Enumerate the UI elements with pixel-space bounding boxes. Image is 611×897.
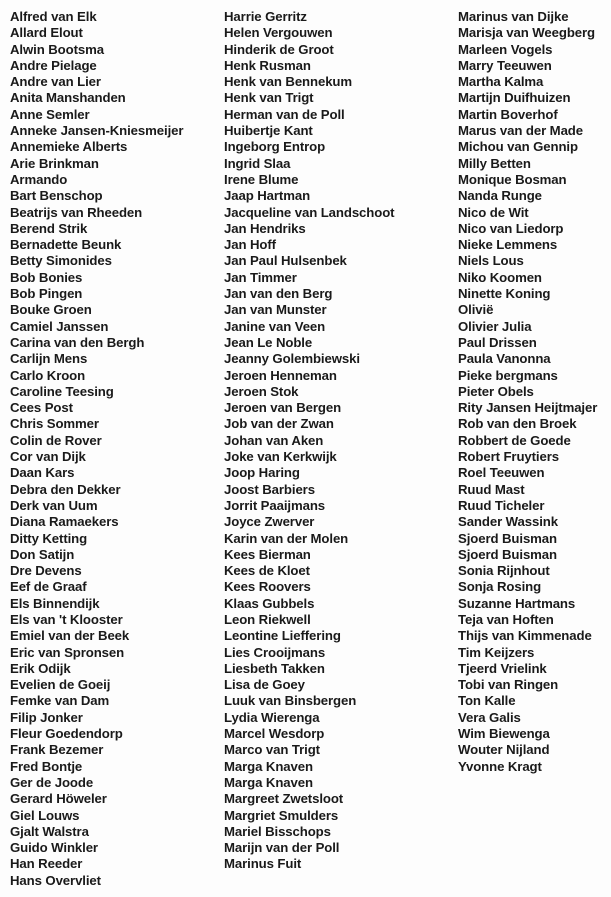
name-entry: Caroline Teesing [10, 383, 114, 399]
name-entry: Annemieke Alberts [10, 139, 128, 155]
name-entry: Jeroen Henneman [224, 367, 337, 383]
name-entry: Han Reeder [10, 856, 83, 872]
name-entry: Ruud Mast [458, 481, 525, 497]
name-column-1 [10, 9, 183, 889]
name-entry: Don Satijn [10, 546, 75, 562]
name-entry: Carlo Kroon [10, 367, 86, 383]
name-entry: Jan Hoff [224, 237, 276, 253]
name-entry: Janine van Veen [224, 318, 326, 334]
name-entry: Cees Post [10, 400, 73, 416]
name-entry: Helen Vergouwen [224, 25, 333, 41]
name-entry: Beatrijs van Rheeden [10, 204, 143, 220]
name-entry: Jeroen van Bergen [224, 400, 342, 416]
name-entry: Nico van Liedorp [458, 220, 564, 236]
name-entry: Dre Devens [10, 563, 82, 579]
name-entry: Job van der Zwan [224, 416, 334, 432]
name-entry: Liesbeth Takken [224, 660, 325, 676]
name-entry: Robert Fruytiers [458, 449, 559, 465]
name-entry: Jeroen Stok [224, 383, 299, 399]
name-entry: Allard Elout [10, 25, 83, 41]
name-entry: Nico de Wit [458, 204, 529, 220]
name-entry: Fleur Goedendorp [10, 726, 123, 742]
name-column-3 [458, 9, 597, 775]
name-entry: Marijn van der Poll [224, 840, 340, 856]
name-entry: Nieke Lemmens [458, 237, 558, 253]
name-entry: Ingeborg Entrop [224, 139, 326, 155]
name-entry: Joop Haring [224, 465, 300, 481]
name-entry: Carlijn Mens [10, 351, 88, 367]
name-entry: Eric van Spronsen [10, 644, 125, 660]
name-entry: Alfred van Elk [10, 9, 97, 24]
name-entry: Mariel Bisschops [224, 823, 331, 839]
name-entry: Tobi van Ringen [458, 677, 559, 693]
name-entry: Marco van Trigt [224, 742, 320, 758]
name-entry: Sonja Rosing [458, 579, 542, 595]
name-entry: Ger de Joode [10, 774, 94, 790]
name-entry: Jan van den Berg [224, 286, 333, 302]
name-entry: Leon Riekwell [224, 611, 311, 627]
name-entry: Bob Bonies [10, 269, 83, 285]
name-entry: Frank Bezemer [10, 742, 104, 758]
name-entry: Sonia Rijnhout [458, 563, 550, 579]
name-column-2 [224, 9, 394, 873]
name-entry: Diana Ramaekers [10, 514, 119, 530]
name-entry: Robbert de Goede [458, 432, 571, 448]
name-entry: Marleen Vogels [458, 41, 553, 57]
name-entry: Marinus van Dijke [458, 9, 569, 24]
name-entry: Henk Rusman [224, 57, 311, 73]
name-entry: Giel Louws [10, 807, 80, 823]
name-entry: Carina van den Bergh [10, 334, 145, 350]
name-entry: Bouke Groen [10, 302, 92, 318]
name-entry: Rity Jansen Heijtmajer [458, 400, 598, 416]
name-entry: Roel Teeuwen [458, 465, 545, 481]
name-entry: Jan van Munster [224, 302, 327, 318]
name-entry: Pieter Obels [458, 383, 534, 399]
name-entry: Jorrit Paaijmans [224, 497, 326, 513]
name-entry: Joyce Zwerver [224, 514, 315, 530]
name-entry: Chris Sommer [10, 416, 99, 432]
name-entry: Lies Crooijmans [224, 644, 326, 660]
name-entry: Yvonne Kragt [458, 758, 542, 774]
name-entry: Joost Barbiers [224, 481, 315, 497]
name-entry: Irene Blume [224, 171, 299, 187]
name-entry: Jacqueline van Landschoot [224, 204, 395, 220]
name-entry: Martin Boverhof [458, 106, 558, 122]
name-entry: Cor van Dijk [10, 449, 86, 465]
name-entry: Jan Hendriks [224, 220, 306, 236]
name-entry: Jean Le Noble [224, 334, 313, 350]
name-entry: Derk van Uum [10, 497, 98, 513]
name-entry: Jaap Hartman [224, 188, 311, 204]
name-entry: Lisa de Goey [224, 677, 305, 693]
name-entry: Michou van Gennip [458, 139, 578, 155]
name-entry: Anneke Jansen-Kniesmeijer [10, 123, 184, 139]
name-entry: Debra den Dekker [10, 481, 121, 497]
name-entry: Camiel Janssen [10, 318, 109, 334]
name-entry: Henk van Trigt [224, 90, 314, 106]
name-entry: Berend Strik [10, 220, 88, 236]
name-entry: Marinus Fuit [224, 856, 302, 872]
name-entry: Sander Wassink [458, 514, 558, 530]
name-entry: Ditty Ketting [10, 530, 88, 546]
name-entry: Martha Kalma [458, 74, 544, 90]
name-entry: Bob Pingen [10, 286, 83, 302]
name-entry: Armando [10, 171, 68, 187]
name-entry: Andre van Lier [10, 74, 101, 90]
name-entry: Pieke bergmans [458, 367, 558, 383]
name-entry: Harrie Gerritz [224, 9, 307, 24]
name-entry: Jan Paul Hulsenbek [224, 253, 347, 269]
name-entry: Betty Simonides [10, 253, 112, 269]
name-entry: Niko Koomen [458, 269, 542, 285]
name-entry: Guido Winkler [10, 840, 98, 856]
name-entry: Klaas Gubbels [224, 595, 315, 611]
name-entry: Olivië [458, 302, 494, 318]
name-entry: Sjoerd Buisman [458, 546, 557, 562]
name-entry: Joke van Kerkwijk [224, 449, 337, 465]
name-entry: Daan Kars [10, 465, 75, 481]
name-entry: Leontine Lieffering [224, 628, 341, 644]
name-entry: Karin van der Molen [224, 530, 349, 546]
name-entry: Gjalt Walstra [10, 823, 89, 839]
name-entry: Suzanne Hartmans [458, 595, 576, 611]
name-entry: Paula Vanonna [458, 351, 551, 367]
name-entry: Marcel Wesdorp [224, 726, 325, 742]
name-entry: Thijs van Kimmenade [458, 628, 592, 644]
name-entry: Ton Kalle [458, 693, 516, 709]
name-entry: Ruud Ticheler [458, 497, 545, 513]
name-entry: Paul Drissen [458, 334, 537, 350]
name-entry: Els Binnendijk [10, 595, 100, 611]
name-entry: Hans Overvliet [10, 872, 101, 888]
name-entry: Margriet Smulders [224, 807, 339, 823]
name-entry: Anita Manshanden [10, 90, 126, 106]
name-entry: Erik Odijk [10, 660, 71, 676]
name-entry: Martijn Duifhuizen [458, 90, 571, 106]
name-entry: Ingrid Slaa [224, 155, 291, 171]
name-entry: Els van 't Klooster [10, 611, 123, 627]
name-entry: Marus van der Made [458, 123, 583, 139]
name-entry: Hinderik de Groot [224, 41, 334, 57]
name-entry: Emiel van der Beek [10, 628, 130, 644]
name-entry: Arie Brinkman [10, 155, 99, 171]
name-entry: Colin de Rover [10, 432, 102, 448]
name-entry: Vera Galis [458, 709, 521, 725]
name-entry: Jeanny Golembiewski [224, 351, 360, 367]
name-entry: Fred Bontje [10, 758, 83, 774]
name-entry: Wouter Nijland [458, 742, 550, 758]
name-entry: Andre Pielage [10, 57, 97, 73]
name-entry: Olivier Julia [458, 318, 532, 334]
name-entry: Marry Teeuwen [458, 57, 552, 73]
name-entry: Filip Jonker [10, 709, 83, 725]
name-entry: Herman van de Poll [224, 106, 345, 122]
name-entry: Jan Timmer [224, 269, 297, 285]
name-entry: Teja van Hoften [458, 611, 554, 627]
name-entry: Wim Biewenga [458, 726, 550, 742]
name-entry: Femke van Dam [10, 693, 110, 709]
name-entry: Bernadette Beunk [10, 237, 122, 253]
name-entry: Nanda Runge [458, 188, 542, 204]
name-entry: Milly Betten [458, 155, 531, 171]
name-entry: Lydia Wierenga [224, 709, 320, 725]
name-entry: Marga Knaven [224, 758, 313, 774]
name-entry: Alwin Bootsma [10, 41, 104, 57]
name-entry: Marga Knaven [224, 774, 313, 790]
name-entry: Sjoerd Buisman [458, 530, 557, 546]
name-entry: Niels Lous [458, 253, 524, 269]
name-entry: Tim Keijzers [458, 644, 535, 660]
name-entry: Tjeerd Vrielink [458, 660, 547, 676]
name-entry: Johan van Aken [224, 432, 324, 448]
name-entry: Luuk van Binsbergen [224, 693, 357, 709]
name-entry: Marisja van Weegberg [458, 25, 596, 41]
name-entry: Anne Semler [10, 106, 90, 122]
name-entry: Kees Bierman [224, 546, 311, 562]
name-entry: Bart Benschop [10, 188, 103, 204]
name-entry: Kees de Kloet [224, 563, 310, 579]
name-entry: Eef de Graaf [10, 579, 87, 595]
name-entry: Monique Bosman [458, 171, 567, 187]
name-entry: Margreet Zwetsloot [224, 791, 344, 807]
name-entry: Ninette Koning [458, 286, 551, 302]
name-entry: Henk van Bennekum [224, 74, 353, 90]
name-entry: Kees Roovers [224, 579, 311, 595]
name-entry: Huibertje Kant [224, 123, 313, 139]
name-entry: Gerard Höweler [10, 791, 107, 807]
name-entry: Rob van den Broek [458, 416, 577, 432]
name-entry: Evelien de Goeij [10, 677, 111, 693]
